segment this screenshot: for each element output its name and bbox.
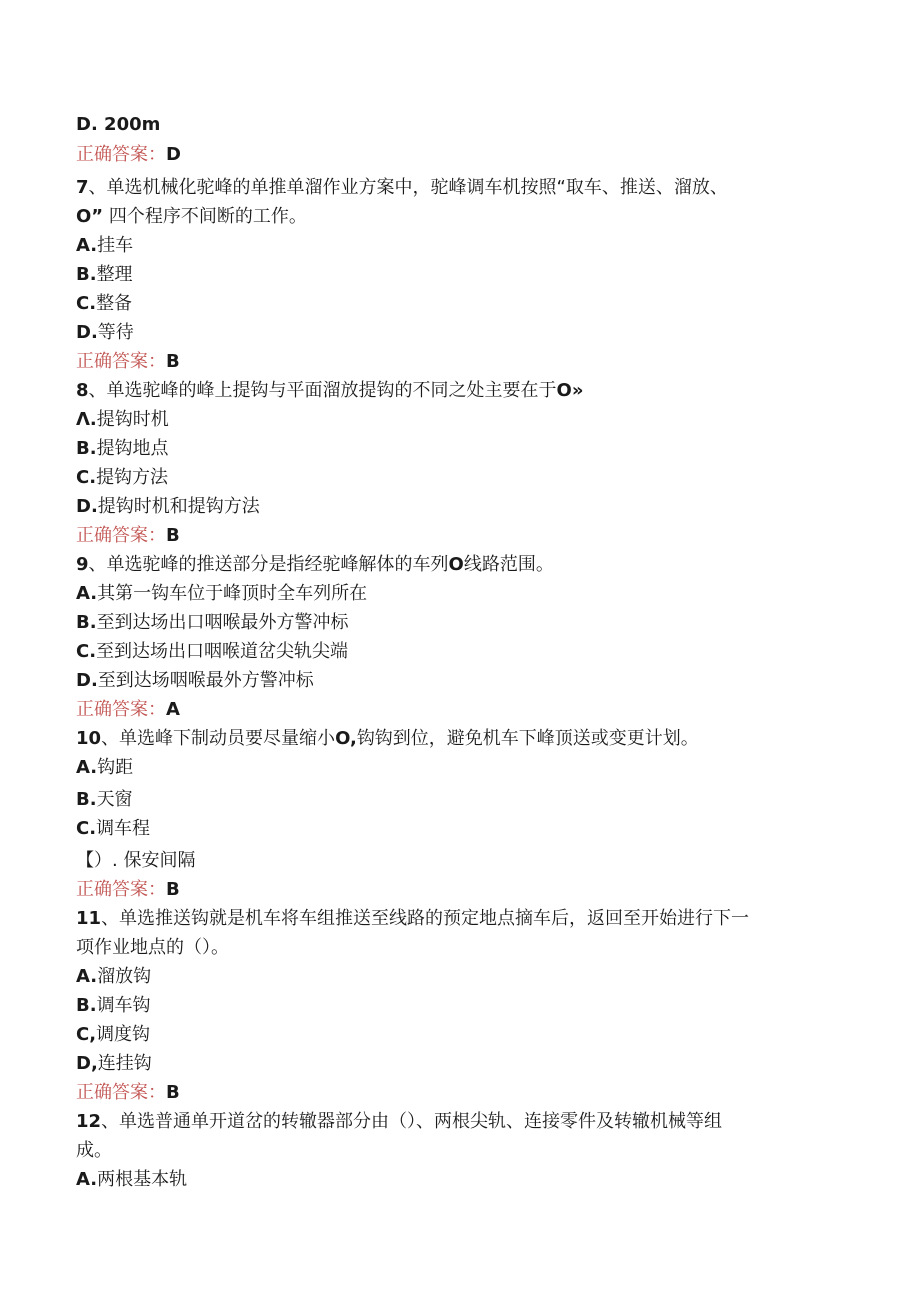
answer-label: 正确答案： xyxy=(76,351,166,372)
option-text: 等待 xyxy=(97,322,134,343)
q8-stem xyxy=(76,378,583,404)
option-text: 整备 xyxy=(96,293,133,314)
question-text: 线路范围。 xyxy=(463,554,554,575)
question-number: 9 xyxy=(76,554,89,575)
answer-label: 正确答案： xyxy=(76,144,166,165)
prev-answer xyxy=(76,142,181,168)
option-text: 连挂钩 xyxy=(97,1053,152,1074)
q10-option-b xyxy=(76,787,133,813)
question-text: 、单选推送钩就是机车将车组推送至线路的预定地点摘车后，返回至开始进行下一 xyxy=(101,908,750,929)
question-text: 项作业地点的（）。 xyxy=(76,937,229,958)
answer-value: B xyxy=(166,879,180,900)
q7-stem-line-2 xyxy=(76,204,307,230)
answer-value: D xyxy=(166,144,181,165)
q8-option-a xyxy=(76,407,169,433)
q10-option-c xyxy=(76,816,150,842)
option-text: 调度钩 xyxy=(96,1024,151,1045)
blank-placeholder: O, xyxy=(335,728,357,749)
answer-value: B xyxy=(166,525,180,546)
q7-option-d xyxy=(76,320,134,346)
option-letter: B. xyxy=(76,789,97,810)
prev-option-d: D. 200m xyxy=(76,114,161,135)
option-text: 挂车 xyxy=(97,235,134,256)
option-letter: C. xyxy=(76,818,97,839)
option-text: 至到达场咽喉最外方警冲标 xyxy=(97,670,314,691)
option-letter: D. xyxy=(76,496,98,517)
q11-option-b xyxy=(76,993,151,1019)
blank-placeholder: O” xyxy=(76,206,104,227)
q11-option-c xyxy=(76,1022,150,1048)
q7-option-c xyxy=(76,291,132,317)
q7-answer xyxy=(76,349,180,375)
answer-label: 正确答案： xyxy=(76,699,166,720)
question-text: 四个程序不间断的工作。 xyxy=(103,206,307,227)
q10-option-d xyxy=(76,848,195,874)
option-letter: B. xyxy=(76,612,97,633)
option-letter: Λ. xyxy=(76,409,97,430)
option-text: 其第一钩车位于峰顶时全车列所在 xyxy=(97,583,368,604)
answer-label: 正确答案： xyxy=(76,525,166,546)
question-text: 钩钩到位，避免机车下峰顶送或变更计划。 xyxy=(356,728,699,749)
blank-placeholder: O» xyxy=(556,380,584,401)
q11-option-d xyxy=(76,1051,152,1077)
option-text: 钩距 xyxy=(97,757,134,778)
q11-option-a xyxy=(76,964,151,990)
option-text: 整理 xyxy=(96,264,133,285)
answer-value: A xyxy=(166,699,180,720)
option-letter: B. xyxy=(76,995,97,1016)
option-text: 提钩时机和提钩方法 xyxy=(97,496,260,517)
q9-answer xyxy=(76,697,180,723)
option-text: 两根基本轨 xyxy=(97,1169,188,1190)
q11-stem-line-2 xyxy=(76,935,229,961)
option-letter: A. xyxy=(76,583,98,604)
q10-option-a xyxy=(76,755,133,781)
question-number: 7 xyxy=(76,177,89,198)
option-letter: C, xyxy=(76,1024,97,1045)
question-text: 、单选机械化驼峰的单推单溜作业方案中，驼峰调车机按照“取车、推送、溜放、 xyxy=(88,177,728,198)
answer-value: B xyxy=(166,351,180,372)
option-letter: A. xyxy=(76,1169,98,1190)
question-number: 8 xyxy=(76,380,89,401)
option-letter: A. xyxy=(76,235,98,256)
q9-option-a xyxy=(76,581,367,607)
option-text: 至到达场出口咽喉最外方警冲标 xyxy=(96,612,349,633)
q8-option-b xyxy=(76,436,169,462)
question-text: 、单选驼峰的峰上提钩与平面溜放提钩的不同之处主要在于 xyxy=(88,380,557,401)
option-text: 调车钩 xyxy=(96,995,151,1016)
answer-label: 正确答案： xyxy=(76,879,166,900)
answer-label: 正确答案： xyxy=(76,1082,166,1103)
option-text: 提钩地点 xyxy=(96,438,169,459)
q8-option-c xyxy=(76,465,168,491)
option-letter: B. xyxy=(76,438,97,459)
question-text: 、单选普通单开道岔的转辙器部分由（）、两根尖轨、连接零件及转辙机械等组 xyxy=(101,1111,723,1132)
option-letter: A. xyxy=(76,757,98,778)
option-letter: A. xyxy=(76,966,98,987)
q9-stem xyxy=(76,552,554,578)
option-letter: D. xyxy=(76,670,98,691)
question-text: 、单选驼峰的推送部分是指经驼峰解体的车列 xyxy=(88,554,449,575)
answer-value: B xyxy=(166,1082,180,1103)
q12-stem-line-1 xyxy=(76,1109,722,1135)
option-text: 【）. 保安间隔 xyxy=(76,850,196,871)
q8-answer xyxy=(76,523,180,549)
q11-answer xyxy=(76,1080,180,1106)
q8-option-d xyxy=(76,494,260,520)
option-text: 提钩方法 xyxy=(96,467,169,488)
q9-option-d xyxy=(76,668,314,694)
q12-stem-line-2 xyxy=(76,1138,112,1164)
option-letter: C. xyxy=(76,467,97,488)
question-number: 10 xyxy=(76,728,102,749)
q7-option-a xyxy=(76,233,133,259)
option-text: 天窗 xyxy=(96,789,133,810)
question-number: 12 xyxy=(76,1111,102,1132)
option-letter: D. xyxy=(76,322,98,343)
q11-stem-line-1 xyxy=(76,906,749,932)
q12-option-a xyxy=(76,1167,187,1193)
q10-stem xyxy=(76,726,699,752)
q9-option-c xyxy=(76,639,348,665)
q7-stem-line-1 xyxy=(76,175,728,201)
blank-placeholder: O xyxy=(448,554,464,575)
q9-option-b xyxy=(76,610,349,636)
option-letter: C. xyxy=(76,293,97,314)
option-text: 提钩时机 xyxy=(96,409,169,430)
option-text: 溜放钩 xyxy=(97,966,152,987)
question-number: 11 xyxy=(76,908,102,929)
q7-option-b xyxy=(76,262,133,288)
question-text: 成。 xyxy=(76,1140,112,1161)
option-letter: C. xyxy=(76,641,97,662)
option-letter: B. xyxy=(76,264,97,285)
option-letter: D, xyxy=(76,1053,98,1074)
option-text: 至到达场出口咽喉道岔尖轨尖端 xyxy=(96,641,349,662)
option-text: 调车程 xyxy=(96,818,151,839)
question-text: 、单选峰下制动员要尽量缩小 xyxy=(101,728,336,749)
q10-answer xyxy=(76,877,180,903)
